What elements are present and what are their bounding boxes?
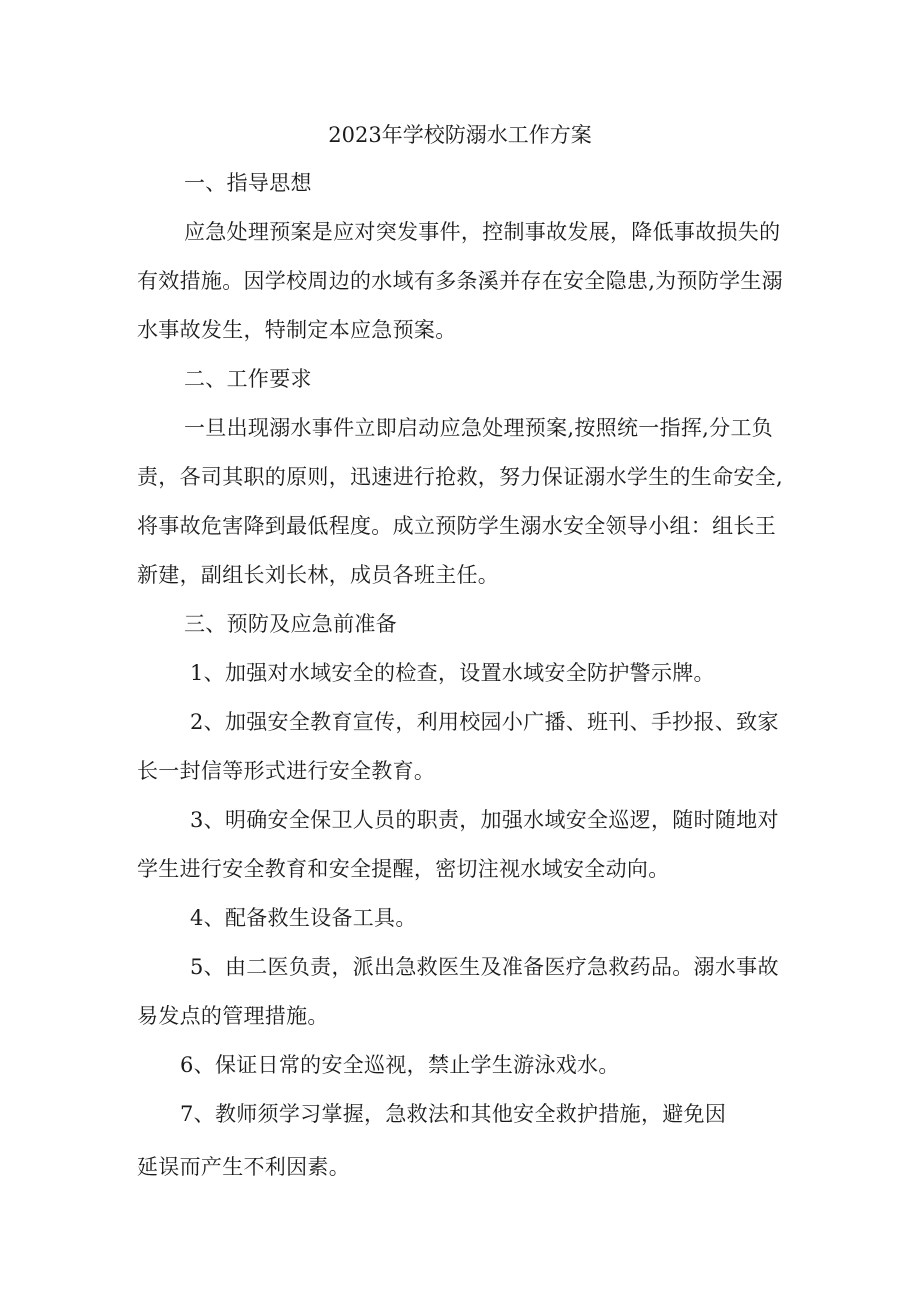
paragraph-2-line-1: 一旦出现溺水事件立即启动应急处理预案,按照统一指挥,分工负 <box>184 416 774 440</box>
list-item-3-line-2: 学生进行安全教育和安全提醒，密切注视水域安全动向。 <box>137 857 670 881</box>
section-3-heading: 三、预防及应急前准备 <box>184 612 397 636</box>
paragraph-1-line-2: 有效措施。因学校周边的水域有多条溪并存在安全隐患,为预防学生溺 <box>137 269 783 293</box>
list-item-2-line-2: 长一封信等形式进行安全教育。 <box>137 759 436 783</box>
list-item-1-line-1: 1、加强对水域安全的检查，设置水域安全防护警示牌。 <box>190 661 715 685</box>
list-item-5-line-1: 5、由二医负责，派出急救医生及准备医疗急救药品。溺水事故 <box>190 955 779 979</box>
list-item-3-line-1: 3、明确安全保卫人员的职责，加强水域安全巡逻，随时随地对 <box>190 808 779 832</box>
list-item-5-line-2: 易发点的管理措施。 <box>137 1004 329 1028</box>
paragraph-1-line-1: 应急处理预案是应对突发事件，控制事故发展，降低事故损失的 <box>184 220 781 244</box>
list-item-6-line-1: 6、保证日常的安全巡视，禁止学生游泳戏水。 <box>180 1053 620 1077</box>
list-item-7-line-2: 延误而产生不利因素。 <box>137 1155 350 1179</box>
paragraph-2-line-3: 将事故危害降到最低程度。成立预防学生溺水安全领导小组：组长王 <box>137 514 776 538</box>
section-1-heading: 一、指导思想 <box>184 171 312 195</box>
section-2-heading: 二、工作要求 <box>184 367 312 391</box>
list-item-7-line-1: 7、教师须学习掌握，急救法和其他安全救护措施，避免因 <box>180 1102 727 1126</box>
paragraph-1-line-3: 水事故发生，特制定本应急预案。 <box>137 318 457 342</box>
document-title: 2023年学校防溺水工作方案 <box>328 123 592 147</box>
list-item-2-line-1: 2、加强安全教育宣传，利用校园小广播、班刊、手抄报、致家 <box>190 710 779 734</box>
paragraph-2-line-2: 责，各司其职的原则，迅速进行抢救，努力保证溺水学生的生命安全, <box>137 465 783 489</box>
list-item-4-line-1: 4、配备救生设备工具。 <box>190 906 417 930</box>
paragraph-2-line-4: 新建，副组长刘长林，成员各班主任。 <box>137 563 500 587</box>
